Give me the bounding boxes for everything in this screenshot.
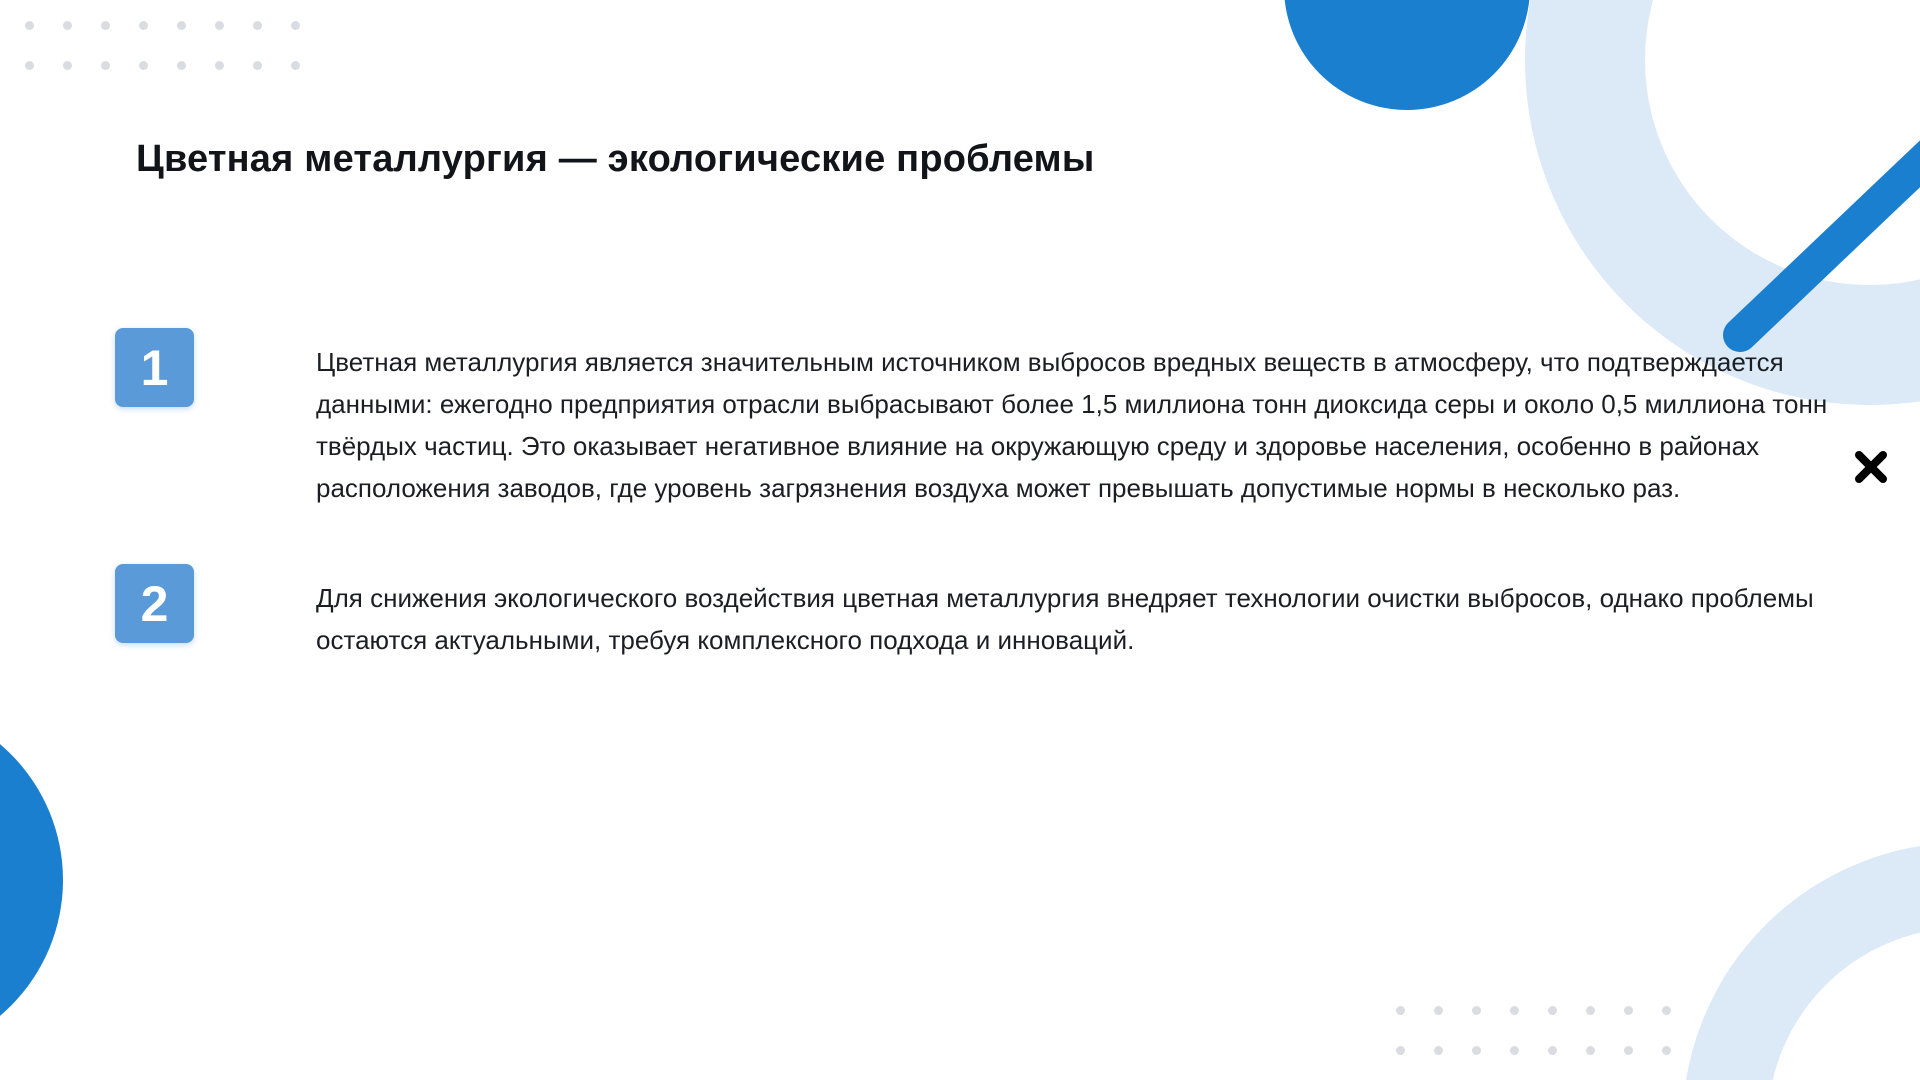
deco-light-ring-top (1585, 0, 1920, 345)
deco-blue-circle-top (1284, 0, 1530, 110)
dot-grid-bottom-right (1396, 1006, 1671, 1055)
dot-grid-top-left (25, 21, 300, 70)
number-badge: 2 (115, 564, 194, 643)
list-item (115, 328, 1828, 503)
close-icon[interactable] (1853, 449, 1889, 485)
number-badge: 1 (115, 328, 194, 407)
list-item (115, 564, 1814, 655)
deco-light-ring-bottom (1725, 885, 1920, 1080)
page-title: Цветная металлургия — экологические проблемы (136, 138, 1095, 180)
item-text: Для снижения экологического воздействия цветная металлургия внедряет технологии очистки выбросов, однако проблемы остаются актуальными, требуя комплексного подхода и инноваций. (316, 583, 1814, 655)
item-text: Цветная металлургия является значительным источником выбросов вредных веществ в атмосферу, что подтверждается данными: ежегодно предприятия отрасли выбрасывают более 1,5 миллиона тонн диоксида серы и около 0,5 миллиона тонн твёрдых частиц. Это оказывает негативное влияние на окружающую среду и здоровье населения, особенно в районах расположения заводов, где уровень загрязнения воздуха может превышать допустимые нормы в несколько раз. (316, 347, 1828, 503)
deco-blue-circle-left (0, 702, 63, 1058)
